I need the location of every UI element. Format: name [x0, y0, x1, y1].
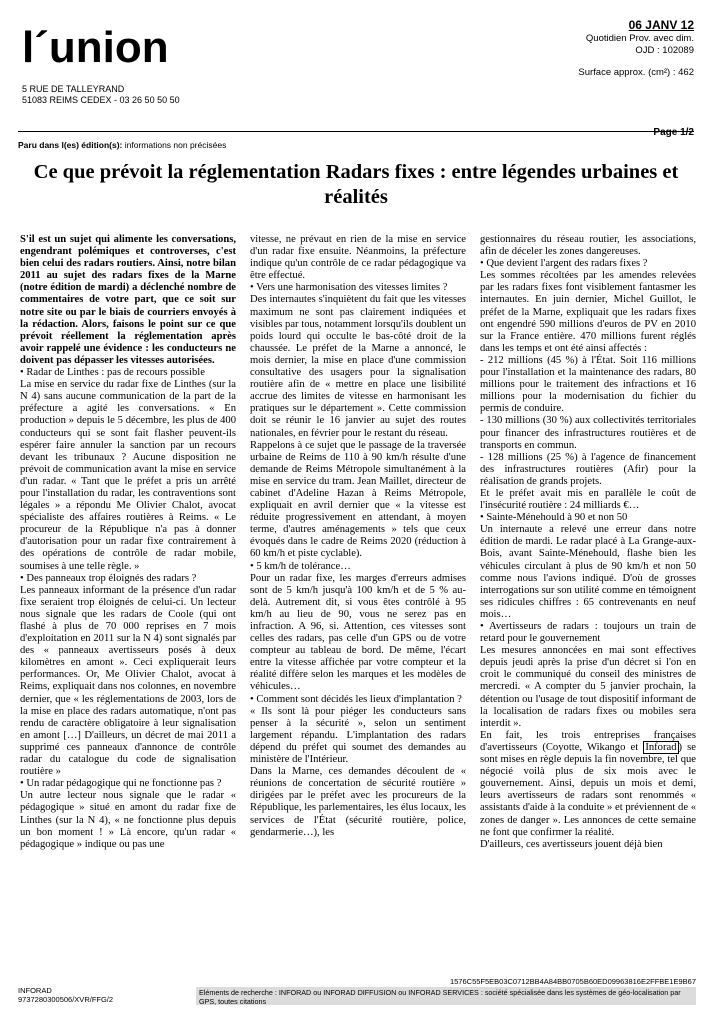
- article-column-3: [480, 234, 696, 924]
- ojd-count: OJD : 102089: [635, 45, 694, 56]
- paragraph: - 212 millions (45 %) à l'État. Soit 116 millions pour l'installation et la maintenance des radars, 80 millions pour le traitement des infractions et 16 millions pour la modernisation du fichier du permis de conduire.: [480, 354, 696, 415]
- address-line-2: 51083 REIMS CEDEX - 03 26 50 50 50: [22, 95, 180, 105]
- page-number: Page 1/2: [653, 127, 694, 138]
- paragraph: gestionnaires du réseau routier, les associations, afin de déceler les zones dangereuses.: [480, 234, 696, 258]
- periodicity: Quotidien Prov. avec dim.: [585, 33, 694, 44]
- paragraph: Pour un radar fixe, les marges d'erreurs admises sont de 5 km/h jusqu'à 100 km/h et de 5 % au-delà. Autrement dit, si vous êtes contrôlé à 95 km/h au lieu de 90, vous ne serez pas en infraction. A 96, si. Attention, ces vitesses sont celles des radars, pas celle d'un GPS ou de votre compteur au tableau de bord. De même, l'écart entre la vitesse affichée par votre compteur et la réalité diffère selon les marques et les modèles de véhicules…: [250, 572, 466, 693]
- paragraph: Un autre lecteur nous signale que le radar « pédagogique » situé en amont du radar fixe de Linthes (sur la N 4), « ne fonctionne plus depuis un bon moment ! » Là encore, qu'un radar « pédagogique » indique ou pas une: [20, 790, 236, 850]
- paragraph: Les panneaux informant de la présence d'un radar fixe seraient trop éloignés de celui-ci. Un lecteur nous signale que les radars de Coole (qui ont flashé à plus de 70 000 reprises en 7 mois d'exploitation en 2011 sur la N 4) sont signalés par des « panneaux avertisseurs posés à deux kilomètres en amont ». Ceci expliquerait leurs performances. Or, Me Olivier Chalot, avocat à Reims, expliquait dans nos colonnes, en novembre dernier, que « les réglementations de 2003, lors de la mise en place des radars automatique, n'ont pas rendu de caractère obligatoire à leur signalisation en amont […] D'ailleurs, un décret de mai 2011 a supprimé ces panneaux d'annonce de contrôle radar du catalogue du code de signalisation routière »: [20, 584, 236, 778]
- paragraph: Les mesures annoncées en mai sont effectives depuis jeudi après la prise d'un décret si l'on en croit le communiqué du conseil des ministres de mercredi. « A compter du 5 janvier prochain, la détention ou l'usage de tout dispositif informant de la localisation de radars fixes ou mobiles sera interdit ».: [480, 645, 696, 729]
- paragraph: • Que devient l'argent des radars fixes ?: [480, 258, 648, 270]
- newspaper-logo: l´union: [22, 23, 169, 72]
- article-column-1: [20, 234, 236, 924]
- paragraph: • 5 km/h de tolérance…: [250, 560, 351, 572]
- paragraph: Un internaute a relevé une erreur dans notre édition de mardi. Le radar placé à La Grange-aux-Bois, avant Sainte-Ménehould, flashe bien les véhicules circulant à plus de 90 km/h et non 50 comme nous l'avions indiqué. D'où de grosses interrogations sur son utilité comme en témoignent ses ridicules chiffres : 65 contrevenants en neuf mois…: [480, 524, 696, 620]
- paragraph: vitesse, ne prévaut en rien de la mise en service d'un radar fixe ensuite. Néanmoins, la préfecture indique qu'un contrôle de ce radar pédagogique va être effectué.: [250, 234, 466, 282]
- text-run: ) se sont mises en règle depuis la fin novembre, tel que négocié voilà plus de six mois avec le gouvernement. Ainsi, depuis un mois et demi, leurs avertisseurs de radars sont renommés « assistants d'aide à la conduite » et préviennent de « zones de danger ». Les annonces de cette semaine ne font que confirmer la réalité.: [480, 741, 696, 838]
- highlighted-keyword: Inforad: [645, 741, 677, 753]
- paragraph: [480, 730, 696, 839]
- document-hash: 1576C55F5EB03C0712BB4A84BB0705B60ED09963816E2FFBE1E9B67: [449, 977, 696, 986]
- paragraph: - 128 millions (25 %) à l'agence de financement des infrastructures routières (Afir) pour la réalisation de grands projets.: [480, 451, 696, 487]
- paragraph: • Comment sont décidés les lieux d'implantation ?: [250, 693, 462, 705]
- search-elements-box: Eléments de recherche : INFORAD ou INFORAD DIFFUSION ou INFORAD SERVICES : société spécialisée dans les systèmes de géo-localisation par GPS, toutes citations: [196, 987, 696, 1005]
- paragraph: • Un radar pédagogique qui ne fonctionne pas ?: [20, 778, 222, 790]
- article-title: Ce que prévoit la réglementation Radars fixes : entre légendes urbaines et réalités: [33, 161, 679, 208]
- header-divider: [18, 131, 694, 132]
- paragraph: Dans la Marne, ces demandes découlent de « réunions de concertation de sécurité routière » dirigées par le préfet avec les procureurs de la République, les parlementaires, les élus locaux, les services de l'État (sécurité routière, police, gendarmerie…), les: [250, 766, 466, 838]
- client-code: 9737280300506/XVR/FFG/2: [18, 995, 114, 1004]
- paragraph: - 130 millions (30 %) aux collectivités territoriales pour financer des infrastructures routières et de transports en commun.: [480, 415, 696, 451]
- article-lead: S'il est un sujet qui alimente les conversations, engendrant polémiques et controverses, c'est bien celui des radars routiers. Ainsi, notre bilan 2011 au sujet des radars fixes de la Marne (notre édition de mardi) a déclenché nombre de commentaires de votre part, que ce soit sur notre site ou par le biais de courriers envoyés à la rédaction. Alors, faisons le point sur ce que prévoit réellement la réglementation après avoir rappelé une évidence : les conducteurs ne doivent pas dépasser les vitesses autorisées.: [20, 234, 236, 366]
- client-name: INFORAD: [18, 986, 52, 995]
- paragraph: • Des panneaux trop éloignés des radars ?: [20, 572, 197, 584]
- paragraph: • Radar de Linthes : pas de recours possible: [20, 367, 205, 379]
- paragraph: • Avertisseurs de radars : toujours un train de retard pour le gouvernement: [480, 621, 696, 645]
- paragraph: « Ils sont là pour piéger les conducteurs sans penser à la sécurité », selon un sentiment largement répandu. L'implantation des radars dépend du préfet qui soumet des demandes au ministère de l'Intérieur.: [250, 705, 466, 766]
- article-column-2: [250, 234, 466, 924]
- paragraph: • Sainte-Ménehould à 90 et non 50: [480, 512, 628, 524]
- paragraph: Rappelons à ce sujet que le passage de la traversée urbaine de Reims de 110 à 90 km/h résulte d'une demande de Reims Métropole simultanément à la mise en service du tram. Jean Maillet, directeur de cabinet d'Adeline Hazan à Reims Métropole, expliquait en avril dernier que « la vitesse est réduite progressivement en attendant, à moyen terme, d'autres aménagements » tels que ceux évoqués dans le cadre de Reims 2020 (réduction à 60 km/h et piste cyclable).: [250, 439, 466, 560]
- edition-value: informations non précisées: [124, 140, 227, 150]
- paragraph: • Vers une harmonisation des vitesses limites ?: [250, 282, 448, 294]
- text-run: En fait, les trois entreprises françaises d'avertisseurs (Coyotte, Wikango et: [480, 729, 696, 753]
- edition-label: Paru dans l(es) édition(s):: [18, 140, 123, 150]
- paragraph: Et le préfet avait mis en parallèle le coût de l'insécurité routière : 24 milliards €…: [480, 487, 696, 512]
- address-line-1: 5 RUE DE TALLEYRAND: [22, 84, 125, 94]
- paragraph: D'ailleurs, ces avertisseurs jouent déjà bien: [480, 838, 663, 850]
- publication-date: 06 JANV 12: [628, 18, 694, 32]
- paragraph: La mise en service du radar fixe de Linthes (sur la N 4) sans aucune communication de la part de la préfecture a agité les conversations. « En production » depuis le 5 décembre, les plus de 400 conducteurs qui se sont fait flasher peuvent-ils espérer faire annuler la sanction par un recours devant les tribunaux ? Aucune disposition ne prévoit de communication avant la mise en service d'un radar. « Tant que le préfet a pris un arrêté pour l'installation du radar, les contraventions sont légales » a répondu Me Olivier Chalot, avocat spécialiste des affaires routières à Reims. « Le procureur de la République n'a pas à donner d'autorisation pour un radar fixe contrairement à des opérations de contrôle de radar mobile, soumises à une telle règle. »: [20, 379, 236, 572]
- paragraph: Des internautes s'inquiètent du fait que les vitesses maximum ne sont pas clairement indiquées et visibles par tous, notamment lorsqu'ils doublent un poids lourd qui occulte le bas-côté droit de la chaussée. Le préfet de la Marne a annoncé, le mois dernier, la mise en place d'une commission consultative des usagers pour la signalisation routière afin de « mettre en place une lisibilité accrue des limites de vitesse en harmonisant les pratiques sur le département ». Cette commission doit se réunir le 16 janvier au sujet des routes nationales, en février pour le restant du réseau.: [250, 294, 466, 439]
- surface-area: Surface approx. (cm²) : 462: [578, 67, 694, 78]
- client-reference: [18, 986, 113, 1004]
- edition-info: [18, 140, 226, 150]
- paragraph: Les sommes récoltées par les amendes relevées par les radars fixes font visiblement fantasmer les internautes. En juin dernier, Michel Guillot, le préfet de la Marne, expliquait que les radars fixes ont engendré 590 millions d'euros de PV en 2010 sur la France entière. 470 millions furent réglés dans les temps et ont été ainsi affectés :: [480, 270, 696, 354]
